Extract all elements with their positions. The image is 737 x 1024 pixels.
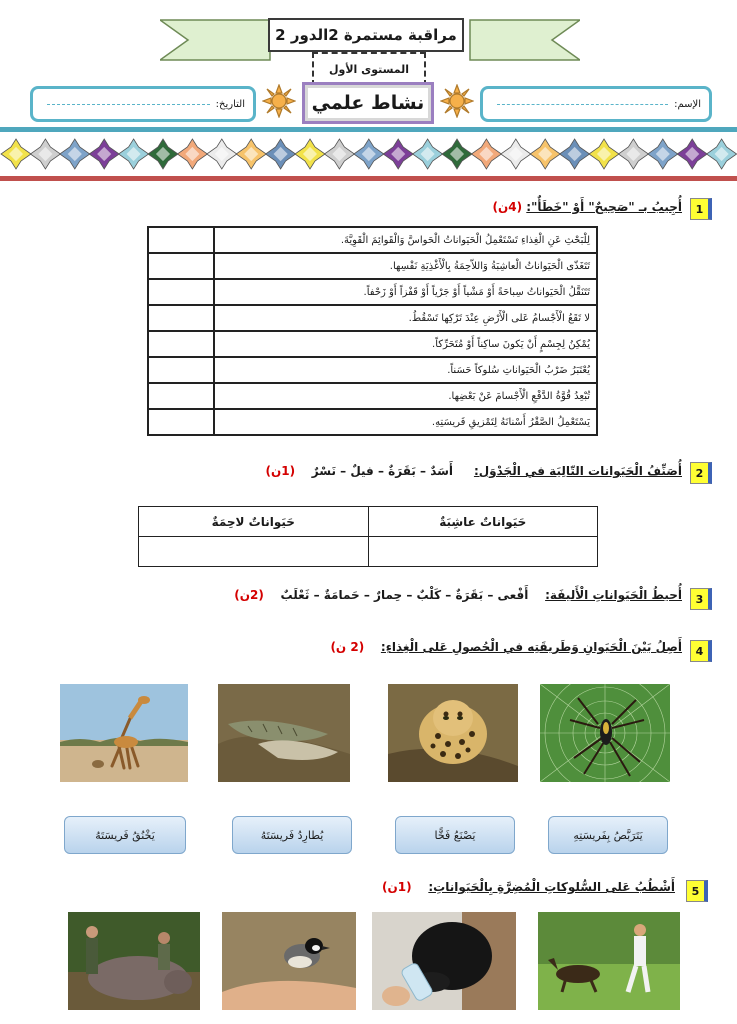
tile-ornament [266, 139, 296, 169]
question-text: أَشْطُبُ عَلى السُّلوكاتِ الْمُضِرَّةِ بِالْحَيَواناتِ: [428, 880, 675, 894]
elephant-hunters-photo[interactable] [68, 912, 200, 1010]
name-line [497, 104, 668, 105]
dog-drinking-photo[interactable] [372, 912, 516, 1010]
question-text: أَصِلُ بَيْنَ الْحَيَوانِ وَطَريقَتِه في الْحُصولِ عَلى الْغِذاءِ: [380, 640, 682, 654]
sun-icon [262, 84, 296, 118]
tile-ornament [1, 139, 31, 169]
score-badge: (1ن) [265, 464, 296, 478]
answer-cell[interactable] [148, 409, 214, 435]
choice-ambush[interactable]: يَتَرَبَّصُ بِفَريسَتِهِ [548, 816, 668, 854]
question-2-title [265, 464, 682, 478]
tile-ornament [530, 139, 560, 169]
answer-cell[interactable] [148, 357, 214, 383]
statement-text: تَتَغَذّى الْحَيَواناتُ الْعاشِبَةُ وَاللاّحِمَةُ بِالْأَغْذِيَةِ نَفْسِها. [214, 253, 597, 279]
answer-cell[interactable] [148, 253, 214, 279]
tile-ornament [295, 139, 325, 169]
classification-table [138, 506, 598, 567]
header-herbivores: حَيَواناتٌ عاشِبَةٌ [368, 507, 598, 537]
table-row [148, 279, 597, 305]
statement-text: يُمْكِنُ لِجِسْمٍ أَنْ يَكونَ ساكِناً أَوْ مُتَحَرِّكاً. [214, 331, 597, 357]
statement-text: لِلْبَحْثِ عَنِ الْغِذاءِ تَسْتَعْمِلُ الْحَيَواناتُ الْحَواسَّ وَالْقَوائِمَ الْقَوِيَّةَ. [214, 227, 597, 253]
sun-icon [440, 84, 474, 118]
true-false-table [147, 226, 598, 436]
name-field[interactable] [480, 86, 712, 122]
question-text: أُجِيبُ بـ "صَحِيحٌ" أَوْ "خَطَأٌ": [526, 200, 682, 214]
table-row [148, 331, 597, 357]
question-4-title [330, 640, 682, 654]
spider-photo[interactable] [540, 684, 670, 782]
statement-text: تُبْعِدُ قُوَّةُ الدَّفْعِ الْأَجْسامَ عَنْ بَعْضِها. [214, 383, 597, 409]
table-row [148, 409, 597, 435]
tile-ornament [207, 139, 237, 169]
date-field[interactable] [30, 86, 256, 122]
question-5-title [382, 880, 675, 894]
choice-strangle[interactable]: يَخْنُقُ فَريسَتَهُ [64, 816, 186, 854]
date-line [47, 104, 210, 105]
answer-cell-herbivores[interactable] [368, 537, 598, 567]
statement-text: يَسْتَعْمِلُ الصَّقْرُ أَسْنانَهُ لِتَمْزيقِ فَريسَتِهِ. [214, 409, 597, 435]
answer-cell[interactable] [148, 279, 214, 305]
question-number: 4 [690, 640, 712, 662]
activity-title: نشاط علمي [302, 82, 434, 124]
question-number: 1 [690, 198, 712, 220]
tile-ornament [236, 139, 266, 169]
question-number: 5 [686, 880, 708, 902]
date-label: التاريخ: [215, 98, 245, 110]
tile-ornament [501, 139, 531, 169]
tile-ornament [324, 139, 354, 169]
answer-cell[interactable] [148, 331, 214, 357]
score-badge: (2 ن) [330, 640, 365, 654]
statement-text: يُعْتَبَرُ ضَرْبُ الْحَيَواناتِ سُلوكاً حَسَناً. [214, 357, 597, 383]
answer-cell[interactable] [148, 383, 214, 409]
table-row [148, 305, 597, 331]
name-label: الإسم: [674, 98, 701, 110]
tile-ornament [442, 139, 472, 169]
tile-ornament [177, 139, 207, 169]
tile-ornament [618, 139, 648, 169]
giraffe-photo[interactable] [60, 684, 188, 782]
leopard-photo[interactable] [388, 684, 518, 782]
table-row [148, 227, 597, 253]
tile-ornament [354, 139, 384, 169]
tile-ornament [30, 139, 60, 169]
statement-text: تَتَنَقَّلُ الْحَيَواناتُ سِباحَةً أَوْ مَشْياً أَوْ جَرْياً أَوْ قَفْزاً أَوْ زَحْفاً. [214, 279, 597, 305]
word-list[interactable]: أَفْعى – بَقَرَةٌ – كَلْبٌ – حِمارٌ – حَمامَةٌ – ثَعْلَبٌ [280, 588, 529, 602]
page-title: مراقبة مستمرة 2الدور 2 [268, 18, 464, 52]
decorative-tile-border [0, 132, 737, 176]
score-badge: (1ن) [382, 880, 412, 894]
tile-ornament [707, 139, 737, 169]
score-badge: (4ن) [492, 200, 523, 214]
question-text: أُحيطُ الْحَيَواناتِ الْأَليفَة: [545, 588, 682, 602]
question-3-title [234, 588, 682, 602]
bird-feeding-photo[interactable] [222, 912, 356, 1010]
dog-training-photo[interactable] [538, 912, 680, 1010]
statement-text: لا تَقَعُ الْأَجْسامُ عَلى الْأَرْضِ عِنْدَ تَرْكِها تَسْقُطُ. [214, 305, 597, 331]
table-row [148, 253, 597, 279]
tile-ornament [677, 139, 707, 169]
question-number: 3 [690, 588, 712, 610]
answer-cell-carnivores[interactable] [139, 537, 369, 567]
tile-ornament [148, 139, 178, 169]
question-1-title [493, 200, 682, 214]
answer-cell[interactable] [148, 227, 214, 253]
tile-ornament [648, 139, 678, 169]
question-number: 2 [690, 462, 712, 484]
question-text: أُصَنِّفُ الْحَيَوانات التّالِيَة في الْجَدْوَل: [473, 464, 682, 478]
tile-ornament [89, 139, 119, 169]
header-carnivores: حَيَواناتٌ لاحِمَةٌ [139, 507, 369, 537]
tile-ornament [383, 139, 413, 169]
tile-ornament [589, 139, 619, 169]
tile-ornament [119, 139, 149, 169]
choice-trap[interactable]: يَصْنَعُ فَخًّا [395, 816, 515, 854]
table-row [148, 383, 597, 409]
level-label: المستوى الأول [312, 52, 426, 86]
word-list: أَسَدٌ – بَقَرَةٌ – فيلٌ – نَسْرٌ [311, 464, 454, 478]
crocodile-photo[interactable] [218, 684, 350, 782]
table-row [148, 357, 597, 383]
tile-ornament [560, 139, 590, 169]
tile-ornament [471, 139, 501, 169]
tile-ornament [413, 139, 443, 169]
answer-cell[interactable] [148, 305, 214, 331]
divider-bottom [0, 176, 737, 181]
tile-ornament [60, 139, 90, 169]
score-badge: (2ن) [234, 588, 264, 602]
choice-chase[interactable]: يُطارِدُ فَريسَتَهُ [232, 816, 352, 854]
